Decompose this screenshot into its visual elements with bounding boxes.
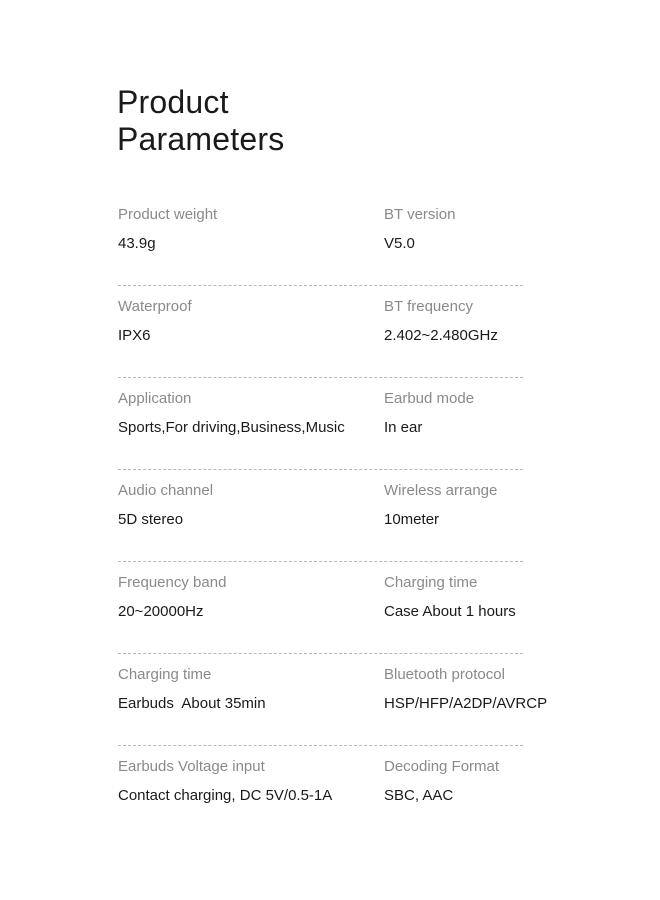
parameter-value: 20~20000Hz xyxy=(118,603,204,620)
parameter-value: Earbuds About 35min xyxy=(118,695,266,712)
parameter-decoding-format xyxy=(384,758,499,805)
parameter-application xyxy=(118,390,345,437)
parameter-value: V5.0 xyxy=(384,235,415,252)
page-title-line-2: Parameters xyxy=(117,121,285,157)
parameter-label: Bluetooth protocol xyxy=(384,666,505,683)
parameter-row xyxy=(118,562,523,654)
parameter-label: BT frequency xyxy=(384,298,473,315)
parameter-value: Contact charging, DC 5V/0.5-1A xyxy=(118,787,333,804)
parameter-earbud-mode xyxy=(384,390,474,437)
parameter-label: Frequency band xyxy=(118,574,227,591)
parameter-voltage-input xyxy=(118,758,332,805)
page-title-line-1: Product xyxy=(117,84,229,120)
parameter-audio-channel xyxy=(118,482,213,529)
parameter-row xyxy=(118,470,523,562)
parameter-value: 5D stereo xyxy=(118,511,184,528)
parameter-bt-frequency xyxy=(384,298,498,345)
parameter-label: Charging time xyxy=(118,666,212,683)
parameter-label: Audio channel xyxy=(118,482,214,499)
parameter-label: Charging time xyxy=(384,574,478,591)
parameter-label: Decoding Format xyxy=(384,758,500,775)
parameter-label: Earbud mode xyxy=(384,390,475,407)
parameter-product-weight xyxy=(118,206,217,253)
parameter-row xyxy=(118,194,523,286)
parameter-value: SBC, AAC xyxy=(384,787,454,804)
parameter-label: Wireless arrange xyxy=(384,482,498,499)
parameter-row xyxy=(118,378,523,470)
parameter-row xyxy=(118,746,523,838)
page-title xyxy=(117,84,284,158)
parameter-case-charging-time xyxy=(384,574,516,621)
parameter-bt-version xyxy=(384,206,455,253)
parameter-bluetooth-protocol xyxy=(384,666,547,713)
parameter-value: 10meter xyxy=(384,511,440,528)
parameter-value: 43.9g xyxy=(118,235,156,252)
parameters-table xyxy=(118,194,548,838)
parameter-label: Product weight xyxy=(118,206,218,223)
parameter-value: IPX6 xyxy=(118,327,151,344)
parameter-label: Earbuds Voltage input xyxy=(118,758,265,775)
parameter-label: Waterproof xyxy=(118,298,192,315)
parameter-waterproof xyxy=(118,298,192,345)
parameter-value: Sports,For driving,Business,Music xyxy=(118,419,345,436)
parameter-wireless-arrange xyxy=(384,482,497,529)
parameter-value: HSP/HFP/A2DP/AVRCP xyxy=(384,695,548,712)
parameter-label: BT version xyxy=(384,206,456,223)
parameter-value: In ear xyxy=(384,419,423,436)
parameter-row xyxy=(118,286,523,378)
parameter-earbuds-charging-time xyxy=(118,666,266,713)
parameter-frequency-band xyxy=(118,574,226,621)
parameter-value: 2.402~2.480GHz xyxy=(384,327,498,344)
parameter-row xyxy=(118,654,548,746)
parameter-value: Case About 1 hours xyxy=(384,603,516,620)
parameter-label: Application xyxy=(118,390,192,407)
